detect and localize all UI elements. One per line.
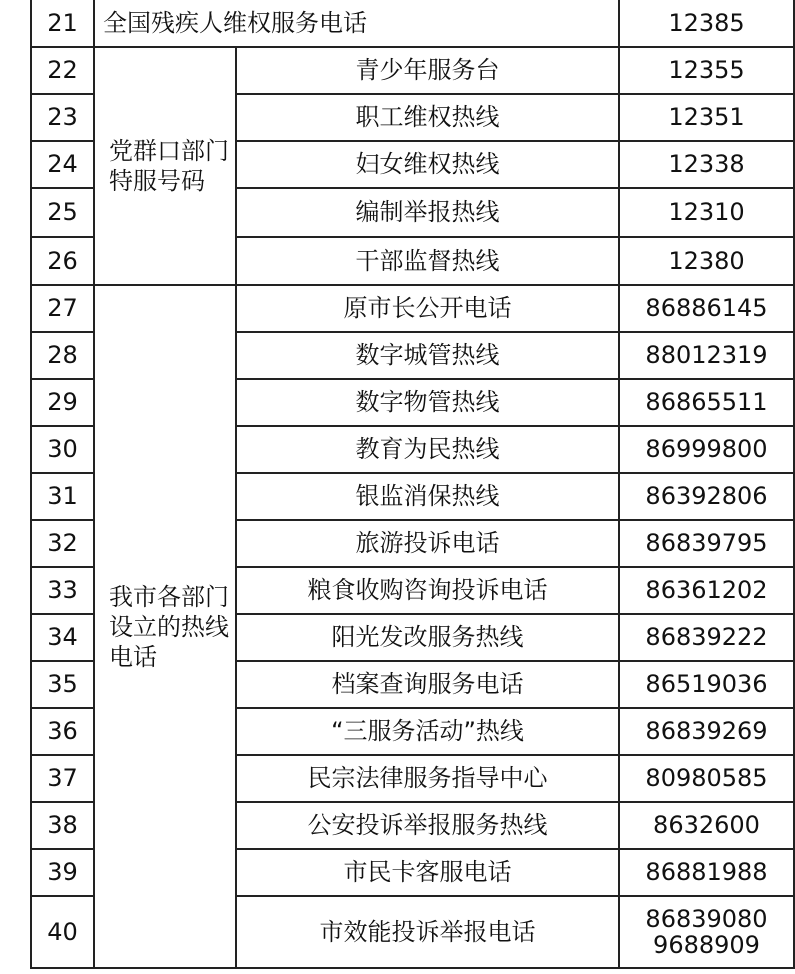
phone-number: 86999800 xyxy=(619,426,794,473)
service-name: 教育为民热线 xyxy=(236,426,619,473)
phone-number: 86886145 xyxy=(619,285,794,332)
phone-number-cell xyxy=(619,896,794,968)
service-name: 公安投诉举报服务热线 xyxy=(236,802,619,849)
service-name: 编制举报热线 xyxy=(236,188,619,237)
row-number: 22 xyxy=(31,47,94,94)
row-number: 33 xyxy=(31,567,94,614)
phone-number: 86392806 xyxy=(619,473,794,520)
phone-number: 12338 xyxy=(619,141,794,188)
phone-number: 12351 xyxy=(619,94,794,141)
phone-number: 88012319 xyxy=(619,332,794,379)
service-name: 阳光发改服务热线 xyxy=(236,614,619,661)
phone-number: 86839222 xyxy=(619,614,794,661)
hotline-table xyxy=(30,0,795,969)
row-number: 24 xyxy=(31,141,94,188)
row-number: 35 xyxy=(31,661,94,708)
table-row xyxy=(31,47,794,94)
phone-number: 12355 xyxy=(619,47,794,94)
phone-number: 86361202 xyxy=(619,567,794,614)
row-number: 40 xyxy=(31,896,94,968)
service-name: 市民卡客服电话 xyxy=(236,849,619,896)
group-label-party: 党群口部门特服号码 xyxy=(94,47,236,285)
row-number: 28 xyxy=(31,332,94,379)
service-name: 职工维权热线 xyxy=(236,94,619,141)
service-name: “三服务活动”热线 xyxy=(236,708,619,755)
phone-number-secondary: 9688909 xyxy=(653,931,760,959)
row-number: 34 xyxy=(31,614,94,661)
row-number: 26 xyxy=(31,237,94,285)
group-label-city: 我市各部门设立的热线电话 xyxy=(94,285,236,968)
service-name: 旅游投诉电话 xyxy=(236,520,619,567)
service-name: 银监消保热线 xyxy=(236,473,619,520)
phone-number: 80980585 xyxy=(619,755,794,802)
row-number: 27 xyxy=(31,285,94,332)
row-number: 21 xyxy=(31,0,94,47)
row-number: 29 xyxy=(31,379,94,426)
row-number: 25 xyxy=(31,188,94,237)
phone-number: 86519036 xyxy=(619,661,794,708)
row-number: 31 xyxy=(31,473,94,520)
service-name: 档案查询服务电话 xyxy=(236,661,619,708)
row-number: 37 xyxy=(31,755,94,802)
row-number: 32 xyxy=(31,520,94,567)
service-name: 数字物管热线 xyxy=(236,379,619,426)
row-number: 23 xyxy=(31,94,94,141)
row-number: 39 xyxy=(31,849,94,896)
service-name: 市效能投诉举报电话 xyxy=(236,896,619,968)
phone-number: 8632600 xyxy=(619,802,794,849)
phone-number: 12310 xyxy=(619,188,794,237)
service-name: 青少年服务台 xyxy=(236,47,619,94)
phone-number: 86839269 xyxy=(619,708,794,755)
phone-number: 12385 xyxy=(619,0,794,47)
row-number: 36 xyxy=(31,708,94,755)
phone-number: 86865511 xyxy=(619,379,794,426)
service-name: 干部监督热线 xyxy=(236,237,619,285)
service-name: 妇女维权热线 xyxy=(236,141,619,188)
service-name: 全国残疾人维权服务电话 xyxy=(94,0,619,47)
row-number: 38 xyxy=(31,802,94,849)
phone-number: 12380 xyxy=(619,237,794,285)
phone-number: 86839080 xyxy=(645,904,768,933)
service-name: 原市长公开电话 xyxy=(236,285,619,332)
table-row xyxy=(31,0,794,47)
phone-number: 86839795 xyxy=(619,520,794,567)
service-name: 粮食收购咨询投诉电话 xyxy=(236,567,619,614)
row-number: 30 xyxy=(31,426,94,473)
service-name: 民宗法律服务指导中心 xyxy=(236,755,619,802)
service-name: 数字城管热线 xyxy=(236,332,619,379)
phone-number: 86881988 xyxy=(619,849,794,896)
table-row xyxy=(31,285,794,332)
